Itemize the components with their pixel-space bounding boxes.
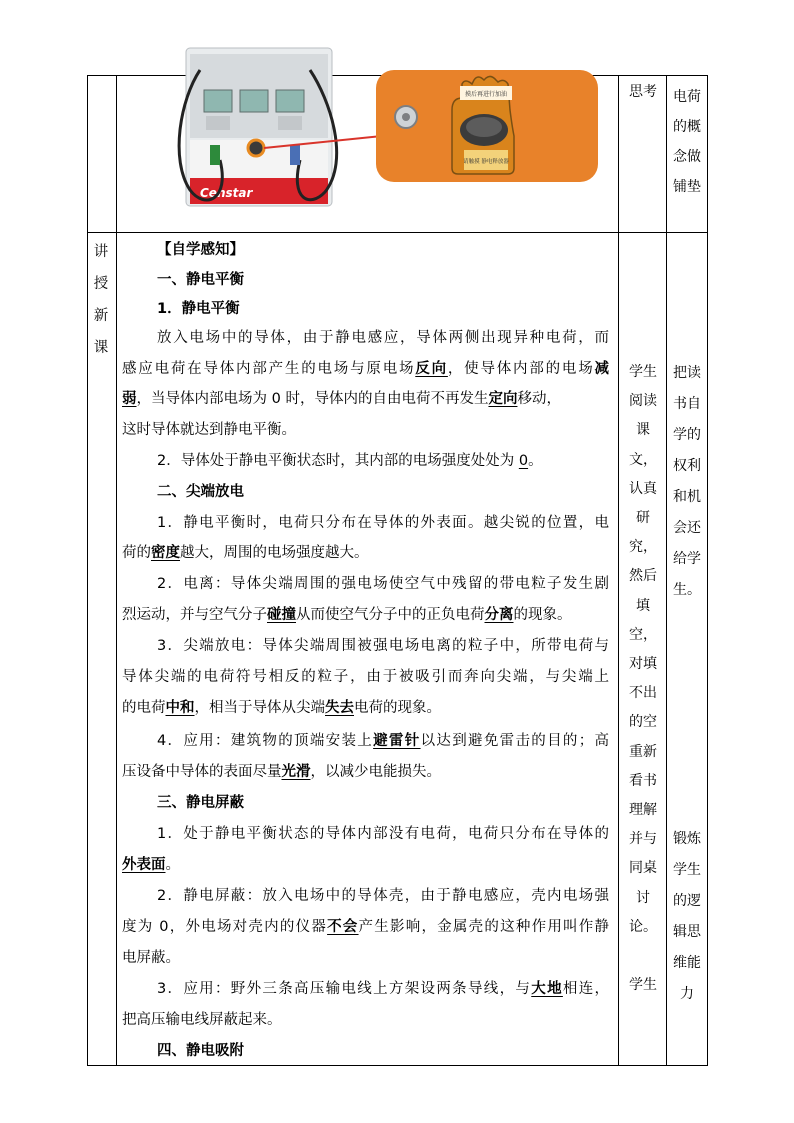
paragraph-line: 2．静电屏蔽：放入电场中的导体壳，由于静电感应，壳内电场强 (157, 888, 609, 904)
text-span: ，使导体内部的电场 (447, 361, 595, 377)
text-span: 压设备中导体的表面尽量 (122, 764, 282, 780)
text-span: ，相当于导体从尖端 (194, 700, 325, 716)
paragraph-line: 3．尖端放电：导体尖端周围被强电场电离的粒子中，所带电荷与 (157, 638, 609, 654)
key-term: 大地 (531, 981, 563, 997)
section-heading-2: 二、尖端放电 (157, 484, 244, 500)
pump-brand-text: Censtar (200, 186, 253, 200)
paragraph-line (122, 359, 609, 379)
text-span: 从而使空气分子中的正负电荷 (296, 607, 485, 623)
paragraph-line: 放入电场中的导体，由于静电感应，导体两侧出现异种电荷，而 (157, 330, 609, 346)
key-term: 0 (518, 453, 529, 469)
section-heading-1: 一、静电平衡 (157, 272, 244, 288)
activity-line: 不出 (629, 685, 657, 702)
text-span: 2．导体处于静电平衡状态时，其内部的电场强度处处为 (157, 453, 519, 469)
student-activity-column (620, 358, 666, 1000)
paragraph-line: 电屏蔽。 (122, 950, 180, 966)
paragraph-line (122, 917, 609, 937)
paragraph-line: 把高压输电线屏蔽起来。 (122, 1012, 282, 1028)
text-span: ，当导体内部电场为 0 时，导体内的自由电荷不再发生 (136, 391, 489, 407)
intent-line: 辑思 (673, 924, 701, 940)
activity-line: 理解 (629, 802, 657, 819)
top-row-col4-line: 铺垫 (673, 179, 701, 195)
activity-line: 究， (629, 539, 657, 556)
text-span: 电荷的现象。 (354, 700, 441, 716)
text-span: 越大，周围的电场强度越大。 (180, 545, 369, 561)
section-label-char: 授 (93, 276, 109, 292)
paragraph-line: 这时导体就达到静电平衡。 (122, 422, 296, 438)
activity-line: 的空 (629, 714, 657, 731)
intent-line: 把读 (673, 365, 701, 381)
text-span: 3．应用：野外三条高压输电线上方架设两条导线，与 (157, 981, 532, 997)
text-span: ，以减少电能损失。 (310, 764, 441, 780)
text-span: 。 (165, 857, 180, 873)
intent-line: 会还 (673, 520, 701, 536)
key-term: 分离 (484, 607, 514, 623)
fuel-pump-illustration (160, 40, 610, 215)
key-term: 定向 (488, 391, 518, 407)
subsection-heading: 1．静电平衡 (157, 301, 240, 317)
table-col-border-3 (666, 75, 667, 1066)
intent-line: 权利 (673, 458, 701, 474)
table-col-border-2 (618, 75, 619, 1066)
paragraph-line: 1．静电平衡时，电荷只分布在导体的外表面。越尖锐的位置，电 (157, 515, 609, 531)
paragraph-line (157, 979, 609, 999)
activity-line: 填 (636, 597, 650, 614)
key-term: 光滑 (281, 764, 311, 780)
paragraph-line (122, 698, 616, 718)
activity-line: 文， (629, 451, 657, 468)
paragraph-line (122, 605, 616, 625)
activity-line: 阅读 (629, 393, 657, 410)
top-row-col4-line: 念做 (673, 149, 701, 165)
key-term: 弱 (122, 391, 137, 407)
top-row-col4 (669, 82, 705, 202)
key-term: 不会 (327, 919, 359, 935)
activity-line: 学生 (629, 977, 657, 994)
text-span: 。 (528, 453, 543, 469)
top-row-col4-line: 电荷 (673, 89, 701, 105)
activity-line: 对填 (629, 656, 657, 673)
pump-sign-top-text: 摸后再进行加油 (464, 91, 508, 98)
text-span: 4．应用：建筑物的顶端安装上 (157, 733, 374, 749)
design-intent-column-a (669, 358, 705, 606)
activity-line: 讨 (636, 889, 650, 906)
text-span: 的电荷 (122, 700, 166, 716)
key-term: 中和 (165, 700, 195, 716)
text-span: 产生影响，金属壳的这种作用叫作静 (358, 919, 610, 935)
intent-line: 的逻 (673, 893, 701, 909)
section-label-char: 课 (93, 340, 109, 356)
intent-line: 力 (680, 986, 694, 1002)
key-term: 密度 (151, 545, 180, 561)
activity-line: 重新 (629, 743, 657, 760)
section-label-vertical (90, 236, 112, 364)
paragraph-line (157, 451, 651, 471)
intent-line: 书自 (673, 396, 701, 412)
activity-line: 同桌 (629, 860, 657, 877)
key-term: 减 (594, 361, 610, 377)
activity-line: 看书 (629, 772, 657, 789)
activity-line: 空， (629, 626, 657, 643)
activity-line: 论。 (629, 918, 657, 935)
table-row-divider (87, 232, 708, 233)
paragraph-line: 2．电离：导体尖端周围的强电场使空气中残留的带电粒子发生剧 (157, 576, 609, 592)
section-label-char: 新 (93, 308, 109, 324)
top-row-col4-line: 的概 (673, 119, 701, 135)
paragraph-line: 导体尖端的电荷符号相反的粒子，由于被吸引而奔向尖端，与尖端上 (122, 669, 609, 685)
key-term: 反向 (415, 361, 448, 377)
paragraph-line: 1．处于静电平衡状态的导体内部没有电荷，电荷只分布在导体的 (157, 826, 609, 842)
activity-line: 认真 (629, 480, 657, 497)
paragraph-line (122, 543, 616, 563)
section-heading-4: 四、静电吸附 (157, 1043, 244, 1059)
self-study-title: 【自学感知】 (157, 242, 244, 258)
table-bottom-border (87, 1065, 708, 1066)
text-span: 的现象。 (513, 607, 572, 623)
key-term: 碰撞 (267, 607, 296, 623)
text-span: 烈运动，并与空气分子 (122, 607, 267, 623)
paragraph-line (157, 731, 609, 751)
activity-line (620, 942, 666, 971)
key-term: 外表面 (122, 857, 166, 873)
intent-line: 生。 (673, 582, 701, 598)
text-span: 相连， (562, 981, 610, 997)
text-span: 度为 0，外电场对壳内的仪器 (122, 919, 328, 935)
table-col-border-0 (87, 75, 88, 1066)
key-term: 失去 (325, 700, 354, 716)
paragraph-line (122, 762, 616, 782)
section-heading-3: 三、静电屏蔽 (157, 795, 244, 811)
fuel-pump-svg (160, 40, 610, 215)
paragraph-line (122, 855, 616, 875)
paragraph-line (122, 389, 616, 409)
intent-line: 学生 (673, 862, 701, 878)
table-col-border-4 (707, 75, 708, 1066)
text-span: 以达到避免雷击的目的；高 (420, 733, 610, 749)
activity-line: 研 (636, 510, 650, 527)
text-span: 移动， (517, 391, 561, 407)
activity-line: 然后 (629, 568, 657, 585)
activity-line: 学生 (629, 364, 657, 380)
intent-line: 和机 (673, 489, 701, 505)
pump-sign-bottom-text: 请触摸 静电释放器 (463, 159, 509, 165)
activity-line: 并与 (629, 831, 657, 848)
intent-line: 维能 (673, 955, 701, 971)
table-col-border-1 (116, 75, 117, 1066)
section-label-char: 讲 (93, 244, 109, 260)
key-term: 避雷针 (373, 733, 421, 749)
design-intent-column-b (669, 824, 705, 1010)
intent-line: 锻炼 (673, 831, 701, 847)
text-span: 感应电荷在导体内部产生的电场与原电场 (122, 361, 416, 377)
intent-line: 给学 (673, 551, 701, 567)
activity-line: 课 (636, 422, 650, 439)
text-span: 荷的 (122, 545, 151, 561)
top-row-col3-text: 思考 (629, 84, 657, 100)
intent-line: 学的 (673, 427, 701, 443)
